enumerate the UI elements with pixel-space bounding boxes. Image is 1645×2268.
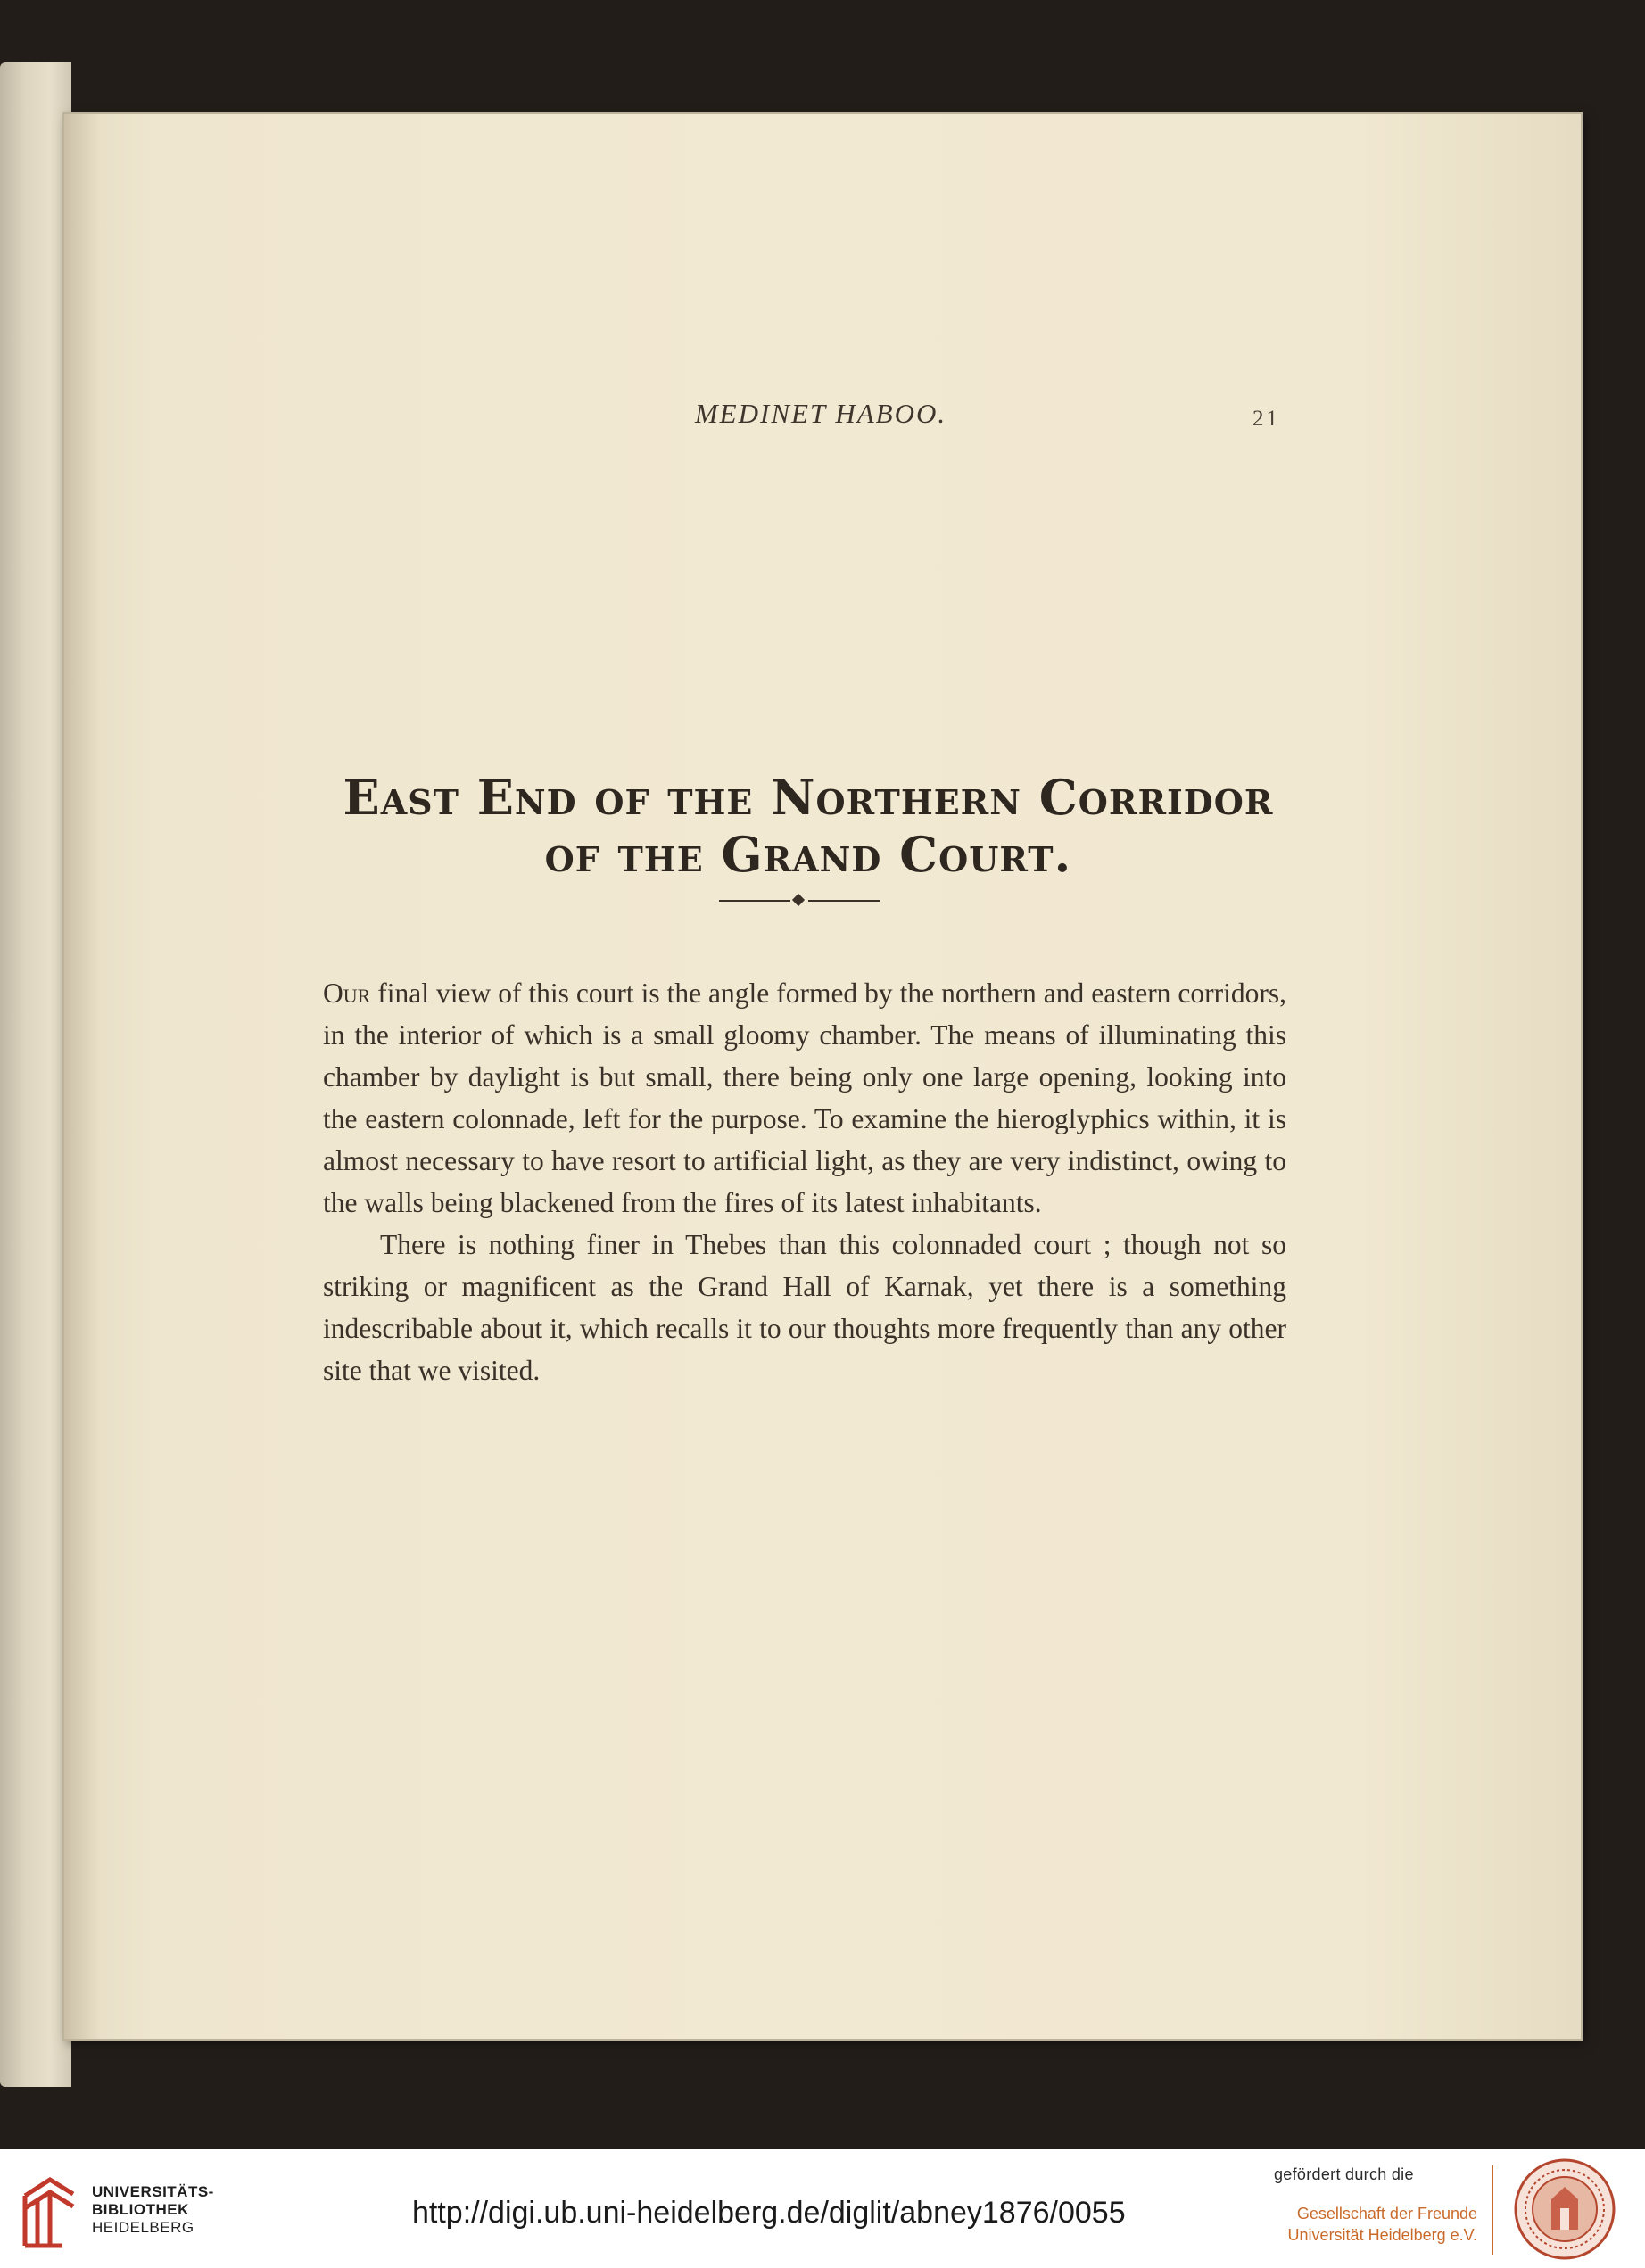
sponsor-society-name[interactable]: Gesellschaft der Freunde Universität Heidelberg e.V. [1287,2205,1477,2244]
paragraph-1-text: final view of this court is the angle formed by the northern and eastern corridors, in the interior of which is a small gloomy chamber. The means of illuminating this chamber by daylight is but small, there being only one large opening, looking into the eastern colonnade, left for the purpose. To examine the hieroglyphics within, it is almost necessary to have resort to artificial light, as they are very indistinct, owing to the walls being blackened from the fires of its latest inhabitants. [323,977,1286,1218]
book-left-page-edges [0,62,71,2087]
university-seal-icon [1512,2157,1617,2262]
footer-divider [1492,2165,1493,2255]
page-number: 21 [1252,407,1280,431]
paragraph-2: There is nothing finer in Thebes than this colonnaded court ; though not so striking or magnificent as the Grand Hall of Karnak, yet there is a something indescribable about it, which recalls it to our thoughts more frequently than any other site that we visited. [323,1229,1286,1386]
paragraph-1-lead: Our [323,977,371,1009]
university-library-logo-icon[interactable] [18,2169,80,2251]
permalink-url[interactable]: http://digi.ub.uni-heidelberg.de/diglit/abney1876/0055 [412,2196,1126,2230]
plate-title: East End of the Northern Corridor of the Grand Court. [343,769,1274,883]
paragraph-1 [323,972,1286,1224]
library-name: UNIVERSITÄTS- BIBLIOTHEK HEIDELBERG [92,2183,214,2236]
funded-by-label: gefördert durch die [1274,2165,1414,2183]
footer-bar [0,2149,1645,2268]
running-head: MEDINET HABOO. [694,398,947,429]
title-ornament-rule [719,895,880,907]
body-text [323,972,1286,1391]
